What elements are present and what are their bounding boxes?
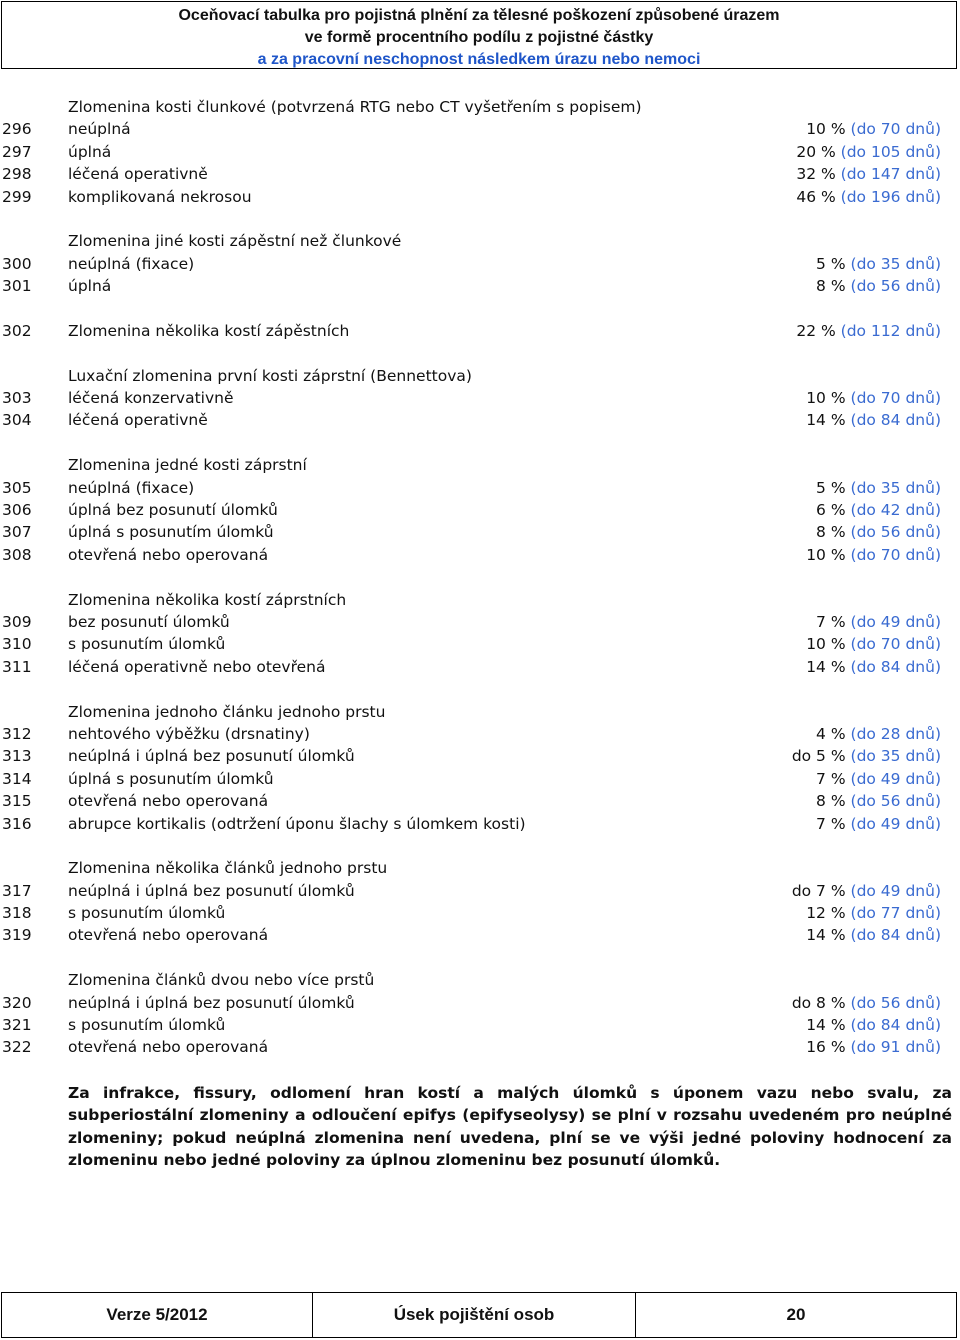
item-value [796,186,941,208]
item-days: (do 84 dnů) [850,926,941,945]
item-value [806,902,941,924]
item-description: léčená operativně [68,165,208,184]
item-value [806,409,941,431]
item-days: (do 35 dnů) [850,747,941,766]
table-row [0,745,960,767]
table-row [0,387,960,409]
item-description: Luxační zlomenina první kosti záprstní (Bennettova) [68,366,472,385]
item-number: 303 [2,389,32,408]
item-days: (do 70 dnů) [850,545,941,564]
item-days: (do 70 dnů) [850,120,941,139]
item-days: (do 147 dnů) [840,165,941,184]
item-value [806,1036,941,1058]
footer-department: Úsek pojištění osob [313,1293,636,1337]
item-percent: 14 % [806,411,846,430]
item-number: 321 [2,1016,32,1035]
document-header [1,1,957,69]
item-value [792,880,941,902]
item-percent: 14 % [806,1016,846,1035]
item-number: 307 [2,523,32,542]
table-row [0,992,960,1014]
item-number: 318 [2,904,32,923]
item-percent: 7 % [816,769,846,788]
table-row [0,521,960,543]
table-row [0,924,960,946]
item-percent: 32 % [796,165,836,184]
item-percent: 8 % [816,792,846,811]
item-percent: 46 % [796,187,836,206]
item-number: 299 [2,187,32,206]
table-row [0,611,960,633]
item-description: neúplná i úplná bez posunutí úlomků [68,993,355,1012]
item-description: Zlomenina několika článků jednoho prstu [68,859,388,878]
row-spacer [0,566,960,588]
item-description: Zlomenina článků dvou nebo více prstů [68,971,375,990]
item-number: 319 [2,926,32,945]
item-number: 302 [2,321,32,340]
item-value [806,544,941,566]
item-description: léčená operativně nebo otevřená [68,657,326,676]
table-row [0,320,960,342]
document-footer [1,1292,957,1338]
item-value [806,633,941,655]
item-value [806,1014,941,1036]
item-percent: 10 % [806,635,846,654]
table-row [0,409,960,431]
item-percent: do 5 % [791,747,846,766]
section-heading [0,589,960,611]
item-description: otevřená nebo operovaná [68,1038,269,1057]
item-days: (do 56 dnů) [850,993,941,1012]
item-value [816,611,941,633]
item-description: Zlomenina kosti člunkové (potvrzená RTG nebo CT vyšetřením s popisem) [68,98,642,116]
item-description: s posunutím úlomků [68,1016,226,1035]
row-spacer [0,678,960,700]
item-percent: 12 % [806,904,846,923]
item-percent: 7 % [816,612,846,631]
item-description: úplná [68,277,112,296]
table-row [0,544,960,566]
table-row [0,118,960,140]
item-value [816,768,941,790]
section-heading [0,365,960,387]
item-description: Zlomenina několika kostí záprstních [68,590,347,609]
item-number: 304 [2,411,32,430]
row-spacer [0,835,960,857]
item-description: nehtového výběžku (drsnatiny) [68,724,310,743]
item-percent: 5 % [816,254,846,273]
item-days: (do 49 dnů) [850,814,941,833]
header-title-line-1: Oceňovací tabulka pro pojistná plnění za tělesné poškození způsobené úrazem [178,7,780,24]
item-number: 298 [2,165,32,184]
item-days: (do 28 dnů) [850,724,941,743]
item-days: (do 196 dnů) [840,187,941,206]
table-row [0,499,960,521]
table-row [0,1036,960,1058]
table-row [0,813,960,835]
item-value [792,992,941,1014]
table-row [0,1014,960,1036]
row-spacer [0,432,960,454]
item-value [796,163,941,185]
item-number: 296 [2,120,32,139]
item-days: (do 49 dnů) [850,769,941,788]
item-days: (do 35 dnů) [850,478,941,497]
item-description: neúplná (fixace) [68,478,195,497]
header-title-line-2: ve formě procentního podílu z pojistné částky [304,29,654,46]
item-value [806,118,941,140]
item-description: otevřená nebo operovaná [68,792,269,811]
item-number: 320 [2,993,32,1012]
item-number: 316 [2,814,32,833]
item-percent: do 8 % [791,993,846,1012]
item-description: neúplná [68,120,131,139]
item-description: s posunutím úlomků [68,635,226,654]
item-days: (do 84 dnů) [850,1016,941,1035]
row-spacer [0,208,960,230]
footer-page-number: 20 [786,1305,806,1324]
item-number: 317 [2,881,32,900]
item-days: (do 42 dnů) [850,501,941,520]
section-heading [0,96,960,118]
item-number: 301 [2,277,32,296]
table-row [0,790,960,812]
item-description: otevřená nebo operovaná [68,545,269,564]
section-heading [0,230,960,252]
item-percent: 6 % [816,501,846,520]
note-paragraph: Za infrakce, fissury, odlomení hran kostí a malých úlomků s úponem vazu nebo svalu, za subperiostální zlomeniny a odloučení epifys (epifyseolysy) se plní v rozsahu uvedeném pro neúplné zlomeniny; pokud neúplná zlomenina není uvedena, plní se ve výši jedné poloviny hodnocení za zlomeninu nebo jedné poloviny za úplnou zlomeninu bez posunutí úlomků. [68,1084,952,1170]
item-number: 308 [2,545,32,564]
table-row [0,768,960,790]
item-value [816,813,941,835]
item-number: 312 [2,724,32,743]
item-percent: do 7 % [791,881,846,900]
item-description: léčená konzervativně [68,389,234,408]
item-number: 315 [2,792,32,811]
item-description: úplná s posunutím úlomků [68,769,274,788]
item-days: (do 49 dnů) [850,612,941,631]
row-spacer [0,342,960,364]
section-heading [0,454,960,476]
item-value [816,723,941,745]
item-percent: 10 % [806,389,846,408]
table-row [0,656,960,678]
item-value [816,477,941,499]
item-days: (do 35 dnů) [850,254,941,273]
item-days: (do 56 dnů) [850,523,941,542]
item-value [796,141,941,163]
item-percent: 7 % [816,814,846,833]
item-value [816,790,941,812]
item-description: úplná [68,142,112,161]
item-days: (do 70 dnů) [850,635,941,654]
footer-version: Verze 5/2012 [2,1293,313,1337]
section-heading [0,857,960,879]
item-percent: 4 % [816,724,846,743]
table-row [0,902,960,924]
table-row [0,275,960,297]
item-percent: 14 % [806,657,846,676]
item-description: bez posunutí úlomků [68,612,230,631]
section-heading [0,701,960,723]
item-description: abrupce kortikalis (odtržení úponu šlachy s úlomkem kosti) [68,814,526,833]
rating-table [0,96,960,1059]
item-number: 305 [2,478,32,497]
item-value [816,521,941,543]
item-description: Zlomenina jedné kosti záprstní [68,456,307,475]
item-days: (do 49 dnů) [850,881,941,900]
item-number: 313 [2,747,32,766]
table-row [0,141,960,163]
item-description: úplná s posunutím úlomků [68,523,274,542]
item-percent: 16 % [806,1038,846,1057]
item-description: Zlomenina jiné kosti zápěstní než člunkové [68,232,402,251]
item-description: neúplná (fixace) [68,254,195,273]
item-description: neúplná i úplná bez posunutí úlomků [68,747,355,766]
row-spacer [0,947,960,969]
table-row [0,186,960,208]
item-number: 300 [2,254,32,273]
table-row [0,723,960,745]
item-description: léčená operativně [68,411,208,430]
item-description: otevřená nebo operovaná [68,926,269,945]
item-days: (do 56 dnů) [850,792,941,811]
item-percent: 5 % [816,478,846,497]
table-row [0,477,960,499]
table-row [0,253,960,275]
item-number: 322 [2,1038,32,1057]
item-days: (do 84 dnů) [850,411,941,430]
item-percent: 20 % [796,142,836,161]
section-heading [0,969,960,991]
item-description: neúplná i úplná bez posunutí úlomků [68,881,355,900]
item-value [816,499,941,521]
item-percent: 10 % [806,120,846,139]
item-days: (do 70 dnů) [850,389,941,408]
item-percent: 8 % [816,523,846,542]
item-number: 311 [2,657,32,676]
item-value [816,253,941,275]
item-number: 310 [2,635,32,654]
item-description: Zlomenina několika kostí zápěstních [68,321,350,340]
row-spacer [0,298,960,320]
item-description: úplná bez posunutí úlomků [68,501,278,520]
table-row [0,163,960,185]
item-number: 314 [2,769,32,788]
item-days: (do 77 dnů) [850,904,941,923]
item-value [792,745,941,767]
table-row [0,880,960,902]
item-percent: 10 % [806,545,846,564]
item-value [806,656,941,678]
item-days: (do 105 dnů) [840,142,941,161]
item-description: s posunutím úlomků [68,904,226,923]
item-value [796,320,941,342]
item-number: 309 [2,612,32,631]
item-days: (do 56 dnů) [850,277,941,296]
header-title-line-3: a za pracovní neschopnost následkem úrazu nebo nemoci [257,51,701,68]
item-percent: 14 % [806,926,846,945]
item-number: 297 [2,142,32,161]
item-value [806,387,941,409]
item-value [806,924,941,946]
item-number: 306 [2,501,32,520]
item-days: (do 112 dnů) [840,321,941,340]
item-description: Zlomenina jednoho článku jednoho prstu [68,702,386,721]
item-days: (do 91 dnů) [850,1038,941,1057]
item-description: komplikovaná nekrosou [68,187,252,206]
table-row [0,633,960,655]
item-percent: 22 % [796,321,836,340]
item-percent: 8 % [816,277,846,296]
item-value [816,275,941,297]
item-days: (do 84 dnů) [850,657,941,676]
